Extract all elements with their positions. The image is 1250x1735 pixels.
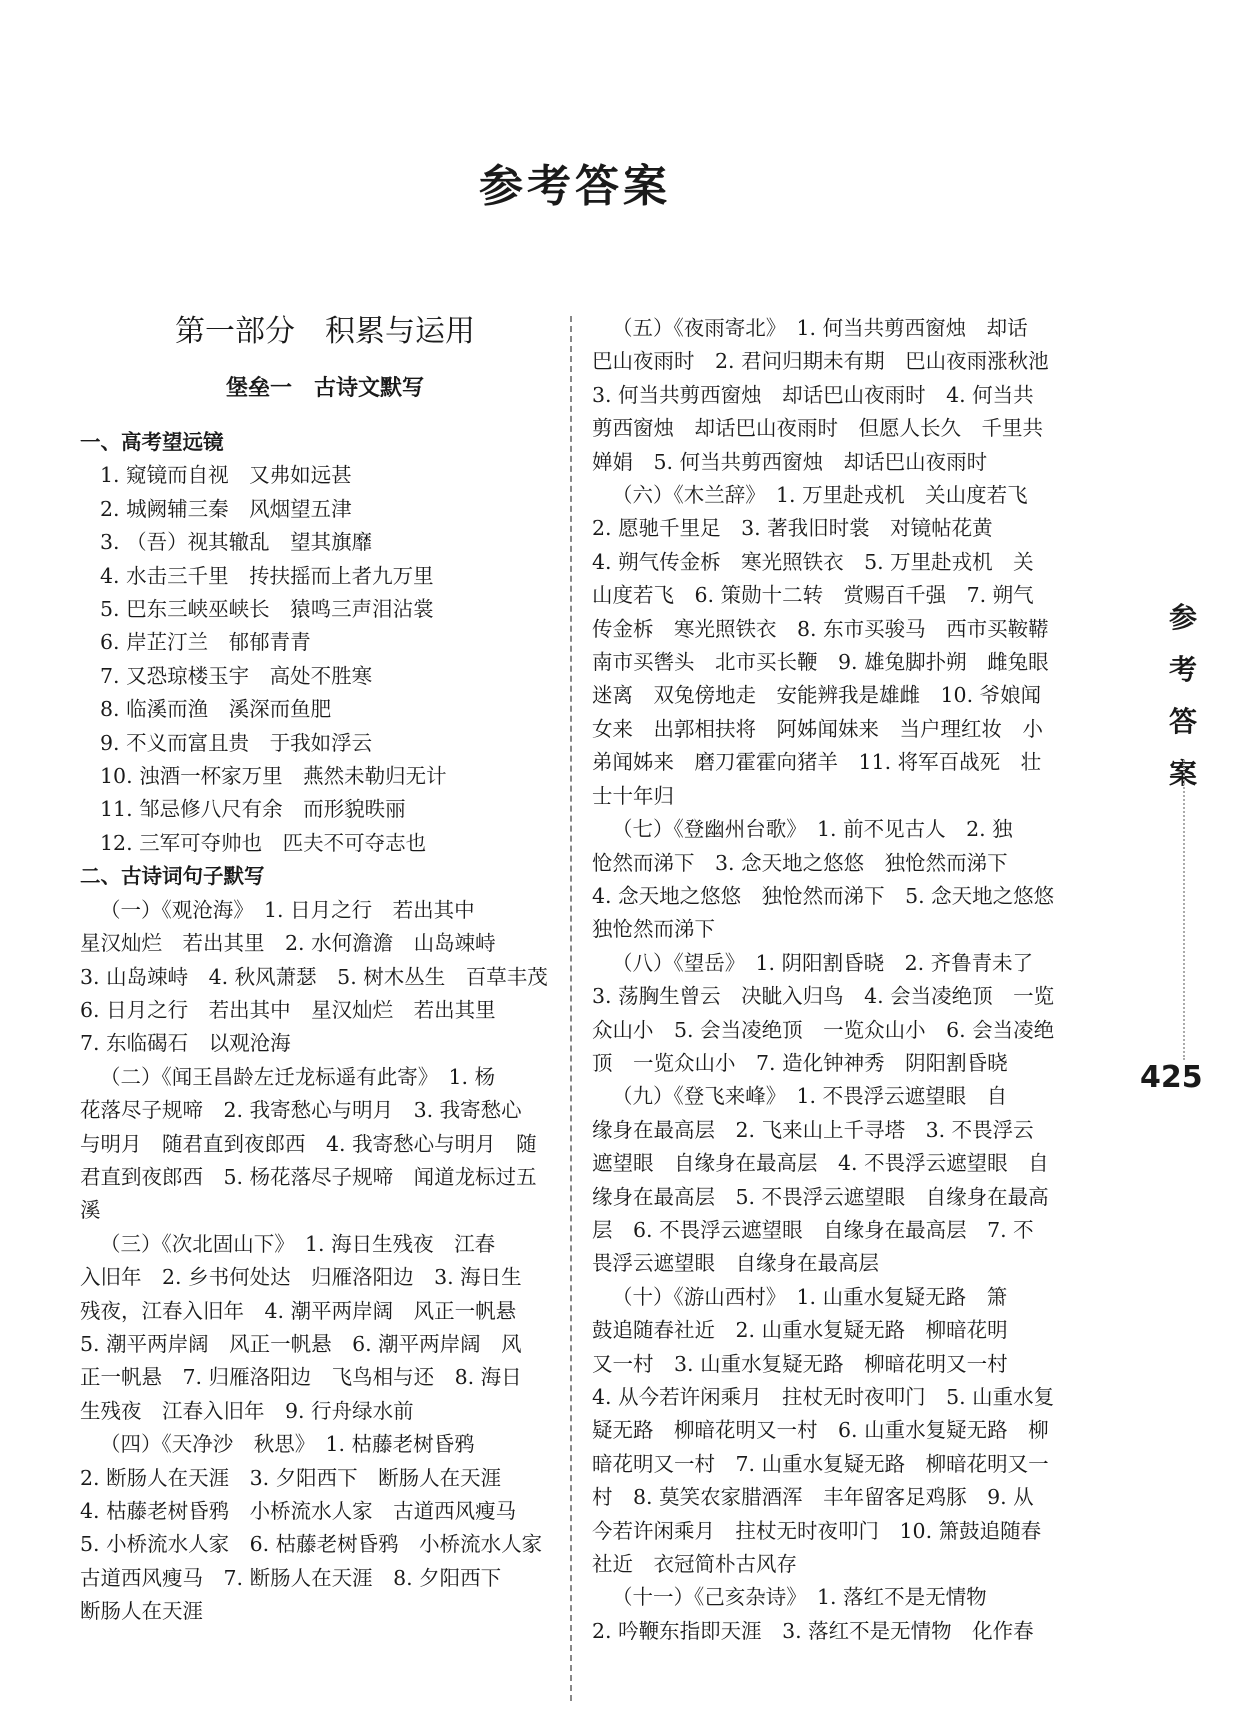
answer-paragraphs-left — [80, 894, 570, 1629]
answer-line: 入旧年 2. 乡书何处达 归雁洛阳边 3. 海日生 — [80, 1265, 522, 1290]
answer-line: 2. 愿驰千里足 3. 著我旧时裳 对镜帖花黄 — [592, 516, 993, 541]
side-dotted-line — [1183, 760, 1185, 1060]
answer-line: 缘身在最高层 2. 飞来山上千寻塔 3. 不畏浮云 — [592, 1117, 1034, 1142]
answer-line: 今若许闲乘月 拄杖无时夜叩门 10. 箫鼓追随春 — [592, 1518, 1042, 1543]
answer-line: （二）《闻王昌龄左迁龙标遥有此寄》 1. 杨 — [100, 1064, 496, 1089]
answer-line: 暗花明又一村 7. 山重水复疑无路 柳暗花明又一 — [592, 1451, 1049, 1476]
answer-item: 9. 不义而富且贵 于我如浮云 — [100, 730, 373, 755]
answer-item: 3. （吾）视其辙乱 望其旗靡 — [100, 530, 373, 555]
answer-line: 南市买辔头 北市买长鞭 9. 雄兔脚扑朔 雌兔眼 — [592, 650, 1049, 675]
answer-line: 正一帆悬 7. 归雁洛阳边 飞鸟相与还 8. 海日 — [80, 1365, 522, 1390]
answer-line: 女来 出郭相扶将 阿姊闻妹来 当户理红妆 小 — [592, 716, 1043, 741]
answer-line: 古道西风瘦马 7. 断肠人在天涯 8. 夕阳西下 — [80, 1565, 502, 1590]
answer-line: 4. 枯藤老树昏鸦 小桥流水人家 古道西风瘦马 — [80, 1499, 517, 1523]
answer-line: 又一村 3. 山重水复疑无路 柳暗花明又一村 — [592, 1351, 1008, 1376]
answer-line: 君直到夜郎西 5. 杨花落尽子规啼 闻道龙标过五 — [80, 1164, 537, 1189]
answer-line: 3. 荡胸生曾云 决眦入归鸟 4. 会当凌绝顶 一览 — [592, 984, 1055, 1009]
answer-line: 弟闻姊来 磨刀霍霍向猪羊 11. 将军百战死 壮 — [592, 750, 1042, 775]
answer-line: （三）《次北固山下》 1. 海日生残夜 江春 — [100, 1231, 496, 1256]
answer-item: 10. 浊酒一杯家万里 燕然未勒归无计 — [100, 764, 447, 789]
answer-line: 疑无路 柳暗花明又一村 6. 山重水复疑无路 柳 — [592, 1418, 1049, 1443]
side-label-char: 参 — [1168, 601, 1197, 634]
answer-line: 迷离 双兔傍地走 安能辨我是雄雌 10. 爷娘闻 — [592, 683, 1042, 708]
answer-line: 断肠人在天涯 — [80, 1599, 203, 1624]
answer-line: 山度若飞 6. 策勋十二转 赏赐百千强 7. 朔气 — [592, 583, 1034, 608]
answer-line: 7. 东临碣石 以观沧海 — [80, 1031, 291, 1056]
answer-line: 与明月 随君直到夜郎西 4. 我寄愁心与明月 随 — [80, 1131, 537, 1156]
answer-line: （六）《木兰辞》 1. 万里赴戎机 关山度若飞 — [612, 483, 1028, 508]
answer-item: 6. 岸芷汀兰 郁郁青青 — [100, 630, 311, 655]
answer-line: （十一）《己亥杂诗》 1. 落红不是无情物 — [612, 1585, 987, 1610]
right-column — [592, 312, 1097, 1648]
answer-line: 社近 衣冠简朴古风存 — [592, 1552, 797, 1577]
answer-line: 3. 山岛竦峙 4. 秋风萧瑟 5. 树木丛生 百草丰茂 — [80, 964, 548, 989]
answer-line: 6. 日月之行 若出其中 星汉灿烂 若出其里 — [80, 997, 496, 1022]
answer-line: 独怆然而涕下 — [592, 917, 715, 942]
side-label-char: 答 — [1168, 705, 1197, 738]
answer-list-1 — [80, 459, 570, 860]
answer-item: 7. 又恐琼楼玉宇 高处不胜寒 — [100, 663, 373, 688]
column-divider — [570, 316, 572, 1701]
answer-line: （七）《登幽州台歌》 1. 前不见古人 2. 独 — [612, 817, 1013, 842]
answer-line: 5. 小桥流水人家 6. 枯藤老树昏鸦 小桥流水人家 — [80, 1532, 543, 1557]
section-title: 堡垒一 古诗文默写 — [225, 376, 424, 401]
answer-item: 12. 三军可夺帅也 匹夫不可夺志也 — [100, 830, 427, 855]
answer-line: 4. 念天地之悠悠 独怆然而涕下 5. 念天地之悠悠 — [592, 883, 1055, 908]
answer-item: 8. 临溪而渔 溪深而鱼肥 — [100, 697, 332, 722]
answer-line: 2. 吟鞭东指即天涯 3. 落红不是无情物 化作春 — [592, 1618, 1034, 1643]
answer-line: 众山小 5. 会当凌绝顶 一览众山小 6. 会当凌绝 — [592, 1017, 1055, 1042]
answer-line: 缘身在最高层 5. 不畏浮云遮望眼 自缘身在最高 — [592, 1184, 1049, 1209]
subsection-heading-2: 二、古诗词句子默写 — [80, 864, 265, 889]
answer-item: 5. 巴东三峡巫峡长 猿鸣三声泪沾裳 — [100, 597, 434, 622]
answer-line: 村 8. 莫笑农家腊酒浑 丰年留客足鸡豚 9. 从 — [592, 1485, 1034, 1510]
answer-line: （一）《观沧海》 1. 日月之行 若出其中 — [100, 897, 475, 922]
answer-line: 畏浮云遮望眼 自缘身在最高层 — [592, 1251, 879, 1276]
answer-line: （九）《登飞来峰》 1. 不畏浮云遮望眼 自 — [612, 1084, 1008, 1109]
answer-line: 5. 潮平两岸阔 风正一帆悬 6. 潮平两岸阔 风 — [80, 1331, 522, 1356]
answer-line: 生残夜 江春入旧年 9. 行舟绿水前 — [80, 1398, 414, 1423]
answer-line: 3. 何当共剪西窗烛 却话巴山夜雨时 4. 何当共 — [592, 382, 1034, 407]
answer-line: 星汉灿烂 若出其里 2. 水何澹澹 山岛竦峙 — [80, 931, 496, 956]
answer-line: 溪 — [80, 1198, 101, 1223]
answer-line: 剪西窗烛 却话巴山夜雨时 但愿人长久 千里共 — [592, 416, 1043, 441]
left-column — [80, 312, 570, 1629]
answer-line: 4. 朔气传金柝 寒光照铁衣 5. 万里赴戎机 关 — [592, 549, 1034, 574]
answer-line: 2. 断肠人在天涯 3. 夕阳西下 断肠人在天涯 — [80, 1465, 502, 1490]
answer-item: 4. 水击三千里 抟扶摇而上者九万里 — [100, 563, 434, 588]
answer-line: 婵娟 5. 何当共剪西窗烛 却话巴山夜雨时 — [592, 449, 988, 474]
answer-line: （十）《游山西村》 1. 山重水复疑无路 箫 — [612, 1284, 1008, 1309]
answer-line: 层 6. 不畏浮云遮望眼 自缘身在最高层 7. 不 — [592, 1217, 1034, 1242]
answer-paragraphs-right — [592, 312, 1097, 1648]
answer-line: 怆然而涕下 3. 念天地之悠悠 独怆然而涕下 — [592, 850, 1008, 875]
answer-line: 花落尽子规啼 2. 我寄愁心与明月 3. 我寄愁心 — [80, 1098, 522, 1123]
answer-line: 士十年归 — [592, 783, 674, 808]
answer-line: （五）《夜雨寄北》 1. 何当共剪西窗烛 却话 — [612, 316, 1028, 340]
subsection-heading-1: 一、高考望远镜 — [80, 430, 224, 454]
side-label-char: 考 — [1168, 653, 1197, 686]
part-title: 第一部分 积累与运用 — [175, 314, 475, 349]
answer-line: （八）《望岳》 1. 阴阳割昏晓 2. 齐鲁青未了 — [612, 950, 1034, 975]
answer-line: 传金柝 寒光照铁衣 8. 东市买骏马 西市买鞍鞯 — [592, 616, 1049, 641]
answer-item: 2. 城阙辅三秦 风烟望五津 — [100, 496, 352, 521]
page-number: 425 — [1140, 1060, 1203, 1095]
answer-line: 巴山夜雨时 2. 君问归期未有期 巴山夜雨涨秋池 — [592, 349, 1049, 374]
answer-line: 遮望眼 自缘身在最高层 4. 不畏浮云遮望眼 自 — [592, 1151, 1049, 1176]
answer-line: 鼓追随春社近 2. 山重水复疑无路 柳暗花明 — [592, 1318, 1008, 1343]
answer-item: 1. 窥镜而自视 又弗如远甚 — [100, 463, 352, 488]
side-label-char: 案 — [1168, 757, 1197, 790]
answer-line: 残夜，江春入旧年 4. 潮平两岸阔 风正一帆悬 — [80, 1298, 517, 1323]
answer-line: 4. 从今若许闲乘月 拄杖无时夜叩门 5. 山重水复 — [592, 1385, 1055, 1409]
answer-line: 顶 一览众山小 7. 造化钟神秀 阴阳割昏晓 — [592, 1050, 1008, 1075]
page-title: 参考答案 — [479, 161, 671, 212]
answer-line: （四）《天净沙 秋思》 1. 枯藤老树昏鸦 — [100, 1432, 475, 1457]
answer-item: 11. 邹忌修八尺有余 而形貌昳丽 — [100, 797, 406, 822]
